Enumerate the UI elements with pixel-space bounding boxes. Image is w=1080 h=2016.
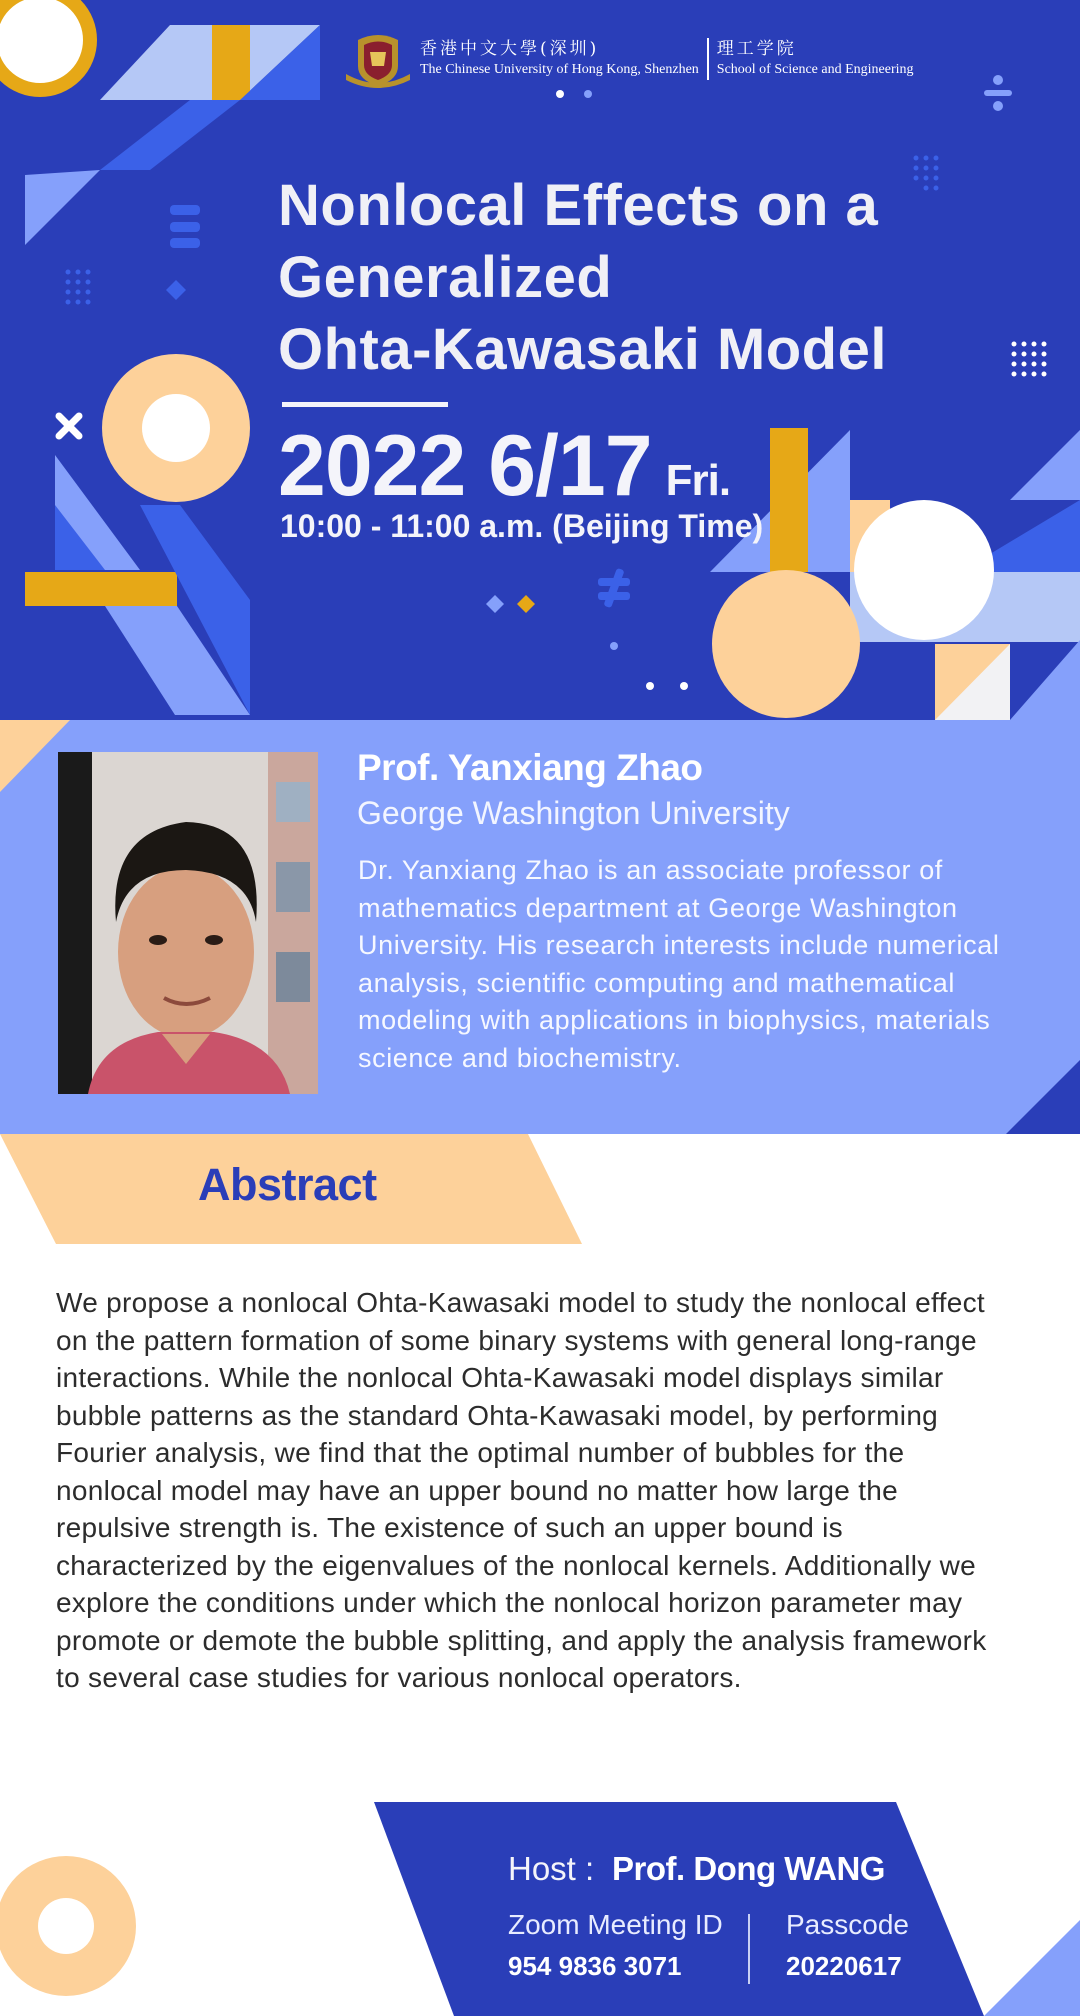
institution-logo-block [344, 30, 914, 88]
speaker-bio: Dr. Yanxiang Zhao is an associate professor of mathematics department at George Washington University. His research interests include numerical analysis, scientific computing and mathematical modeling with applications in biophysics, materials science and biochemistry. [358, 855, 1000, 1073]
header-banner [0, 0, 1080, 720]
speaker-photo [58, 752, 318, 1094]
event-weekday: Fri. [665, 456, 731, 505]
institution-name-en: The Chinese University of Hong Kong, Shenzhen [420, 62, 699, 77]
zoom-meeting-id-label: Zoom Meeting ID [508, 1909, 723, 1940]
talk-title-line-1: Nonlocal Effects on a [278, 173, 879, 238]
school-name-cn: 理工学院 [716, 39, 797, 59]
speaker-name: Prof. Yanxiang Zhao [357, 747, 703, 788]
school-name-en: School of Science and Engineering [716, 62, 914, 77]
passcode-label: Passcode [786, 1909, 909, 1940]
institution-name-cn: 香港中文大學(深圳) [420, 39, 600, 59]
host-name: Prof. Dong WANG [612, 1850, 885, 1887]
event-date-value: 2022 6/17 [278, 418, 652, 514]
abstract-heading: Abstract [198, 1159, 377, 1210]
passcode-value: 20220617 [786, 1951, 902, 1981]
title-divider [282, 402, 448, 407]
talk-title-line-2: Generalized [278, 245, 613, 310]
talk-title-line-3: Ohta-Kawasaki Model [278, 317, 887, 382]
talk-title [278, 170, 998, 386]
host-label: Host : [508, 1850, 595, 1887]
zoom-meeting-id: 954 9836 3071 [508, 1951, 682, 1981]
cuhk-sz-crest-icon [344, 30, 412, 88]
speaker-affiliation: George Washington University [357, 795, 790, 831]
abstract-text: We propose a nonlocal Ohta-Kawasaki model to study the nonlocal effect on the pattern formation of some binary systems with general long-range interactions. While the nonlocal Ohta-Kawasaki model displays similar bubble patterns as the standard Ohta-Kawasaki model, by performing Fourier analysis, we find that the optimal number of bubbles for the nonlocal model may have an upper bound no matter how large the repulsive strength is. The existence of such an upper bound is characterized by the eigenvalues of the nonlocal kernels. Additionally we explore the conditions under which the nonlocal horizon parameter may promote or demote the bubble splitting, and apply the analysis framework to several case studies for various nonlocal operators. [56, 1287, 987, 1693]
event-time: 10:00 - 11:00 a.m. (Beijing Time) [280, 508, 764, 544]
footer-divider [748, 1914, 750, 1984]
